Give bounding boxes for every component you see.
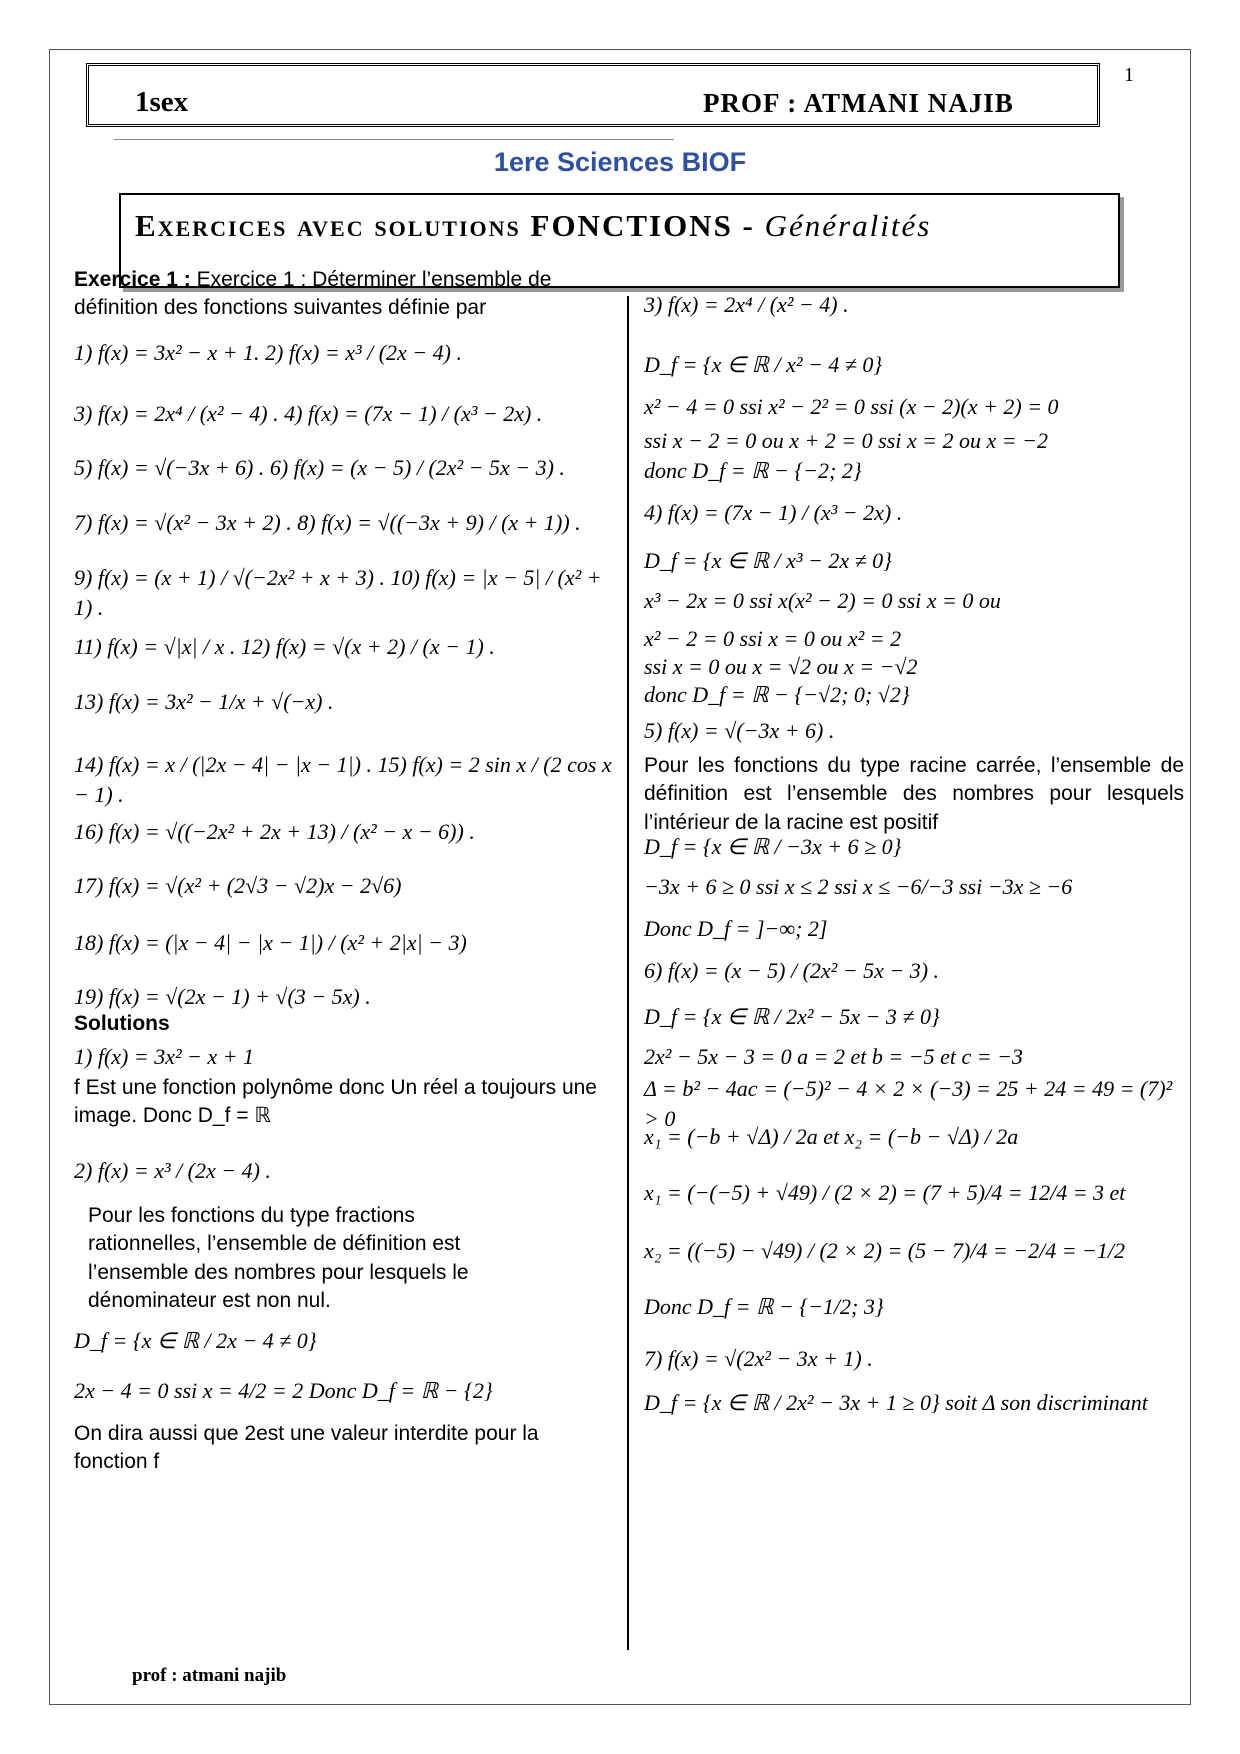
item-9-10: 9) f(x) = (x + 1) / √(−2x² + x + 3) . 10) f(x) = |x − 5| / (x² + 1) . <box>74 565 602 620</box>
exercise-1-statement: Exercice 1 : Exercice 1 : Déterminer l’ensemble de définition des fonctions suivantes définie par <box>74 268 552 320</box>
page-number: 1 <box>1124 64 1134 86</box>
solution-6-result: Donc D_f = ℝ − {−1/2; 3} <box>644 1294 884 1319</box>
solution-7-domain: D_f = {x ∈ ℝ / 2x² − 3x + 1 ≥ 0} soit Δ son discriminant <box>644 1390 1148 1415</box>
solution-6-discriminant: Δ = b² − 4ac = (−5)² − 4 × 2 × (−3) = 25 + 24 = 49 = (7)² > 0 <box>644 1076 1173 1131</box>
solution-6-coefficients: 2x² − 5x − 3 = 0 a = 2 et b = −5 et c = −3 <box>644 1044 1023 1069</box>
item-1-2: 1) f(x) = 3x² − x + 1. 2) f(x) = x³ / (2x − 4) . <box>74 340 462 365</box>
solution-1-function: 1) f(x) = 3x² − x + 1 <box>74 1044 255 1069</box>
solution-6-function: 6) f(x) = (x − 5) / (2x² − 5x − 3) . <box>644 958 940 983</box>
solution-5-inequality: −3x + 6 ≥ 0 ssi x ≤ 2 ssi x ≤ −6/−3 ssi −3x ≥ −6 <box>644 874 1073 899</box>
item-13: 13) f(x) = 3x² − 1/x + √(−x) . <box>74 689 334 714</box>
class-label: 1sex <box>135 86 189 118</box>
solution-3-step-1: x² − 4 = 0 ssi x² − 2² = 0 ssi (x − 2)(x + 2) = 0 <box>644 394 1059 419</box>
item-19: 19) f(x) = √(2x − 1) + √(3 − 5x) . <box>74 984 371 1009</box>
item-3-4: 3) f(x) = 2x⁴ / (x² − 4) . 4) f(x) = (7x − 1) / (x³ − 2x) . <box>74 401 543 426</box>
solution-1-text: f Est une fonction polynôme donc Un réel a toujours une image. Donc D_f = ℝ <box>74 1076 597 1128</box>
solution-2-function: 2) f(x) = x³ / (2x − 4) . <box>74 1158 271 1183</box>
solution-4-step-3: ssi x = 0 ou x = √2 ou x = −√2 <box>644 654 918 679</box>
column-divider <box>627 296 629 1650</box>
item-18: 18) f(x) = (|x − 4| − |x − 1|) / (x² + 2|x| − 3) <box>74 930 467 955</box>
item-17: 17) f(x) = √(x² + (2√3 − √2)x − 2√6) <box>74 873 402 898</box>
solution-6-roots-formula: x₁ = (−b + √Δ) / 2a et x₂ = (−b − √Δ) / 2a <box>644 1124 1019 1149</box>
title-main: Exercices avec solutions FONCTIONS - <box>135 208 765 243</box>
solution-5-domain: D_f = {x ∈ ℝ / −3x + 6 ≥ 0} <box>644 834 902 859</box>
solution-5-text: Pour les fonctions du type racine carrée, l’ensemble de définition est l’ensemble des nombres pour lesquels l’intérieur de la racine est positif <box>644 754 1184 834</box>
solution-5-function: 5) f(x) = √(−3x + 6) . <box>644 718 835 743</box>
exercise-1-text: Exercice 1 : Déterminer l’ensemble de définition des fonctions suivantes définie par <box>74 268 552 320</box>
solution-4-function: 4) f(x) = (7x − 1) / (x³ − 2x) . <box>644 500 903 525</box>
solution-6-root-1: x₁ = (−(−5) + √49) / (2 × 2) = (7 + 5)/4 = 12/4 = 3 et <box>644 1180 1126 1205</box>
title-italic: Généralités <box>764 208 932 243</box>
header-divider <box>114 139 674 140</box>
solution-5-result: Donc D_f = ]−∞; 2] <box>644 916 828 941</box>
solution-2-computation: 2x − 4 = 0 ssi x = 4/2 = 2 Donc D_f = ℝ − {2} <box>74 1378 493 1403</box>
solution-3-step-2: ssi x − 2 = 0 ou x + 2 = 0 ssi x = 2 ou x = −2 <box>644 428 1048 453</box>
item-14-15: 14) f(x) = x / (|2x − 4| − |x − 1|) . 15) f(x) = 2 sin x / (2 cos x − 1) . <box>74 752 612 807</box>
footer-author: prof : atmani najib <box>132 1665 287 1686</box>
document-title <box>135 208 931 244</box>
solution-3-function: 3) f(x) = 2x⁴ / (x² − 4) . <box>644 292 849 317</box>
solution-2-text: Pour les fonctions du type fractions rationnelles, l’ensemble de définition est l’ensemble des nombres pour lesquels le dénominateur est non nul. <box>88 1204 469 1313</box>
item-11-12: 11) f(x) = √|x| / x . 12) f(x) = √(x + 2) / (x − 1) . <box>74 634 495 659</box>
solution-6-root-2: x₂ = ((−5) − √49) / (2 × 2) = (5 − 7)/4 = −2/4 = −1/2 <box>644 1238 1126 1263</box>
item-16: 16) f(x) = √((−2x² + 2x + 13) / (x² − x − 6)) . <box>74 819 475 844</box>
solution-4-domain: D_f = {x ∈ ℝ / x³ − 2x ≠ 0} <box>644 548 892 573</box>
solution-4-step-1: x³ − 2x = 0 ssi x(x² − 2) = 0 ssi x = 0 ou <box>644 588 1001 613</box>
solution-4-result: donc D_f = ℝ − {−√2; 0; √2} <box>644 682 910 707</box>
teacher-name: PROF : ATMANI NAJIB <box>703 88 1014 118</box>
solution-4-step-2: x² − 2 = 0 ssi x = 0 ou x² = 2 <box>644 626 902 651</box>
item-5-6: 5) f(x) = √(−3x + 6) . 6) f(x) = (x − 5) / (2x² − 5x − 3) . <box>74 455 565 480</box>
solutions-heading: Solutions <box>74 1012 170 1035</box>
item-7-8: 7) f(x) = √(x² − 3x + 2) . 8) f(x) = √((−3x + 9) / (x + 1)) . <box>74 510 581 535</box>
solution-3-result: donc D_f = ℝ − {−2; 2} <box>644 458 862 483</box>
solution-6-domain: D_f = {x ∈ ℝ / 2x² − 5x − 3 ≠ 0} <box>644 1004 940 1029</box>
subtitle: 1ere Sciences BIOF <box>493 147 747 177</box>
solution-2-domain: D_f = {x ∈ ℝ / 2x − 4 ≠ 0} <box>74 1328 317 1353</box>
solution-2-remark: On dira aussi que 2est une valeur interdite pour la fonction f <box>74 1422 539 1474</box>
solution-3-domain: D_f = {x ∈ ℝ / x² − 4 ≠ 0} <box>644 352 883 377</box>
solution-7-function: 7) f(x) = √(2x² − 3x + 1) . <box>644 1346 873 1371</box>
